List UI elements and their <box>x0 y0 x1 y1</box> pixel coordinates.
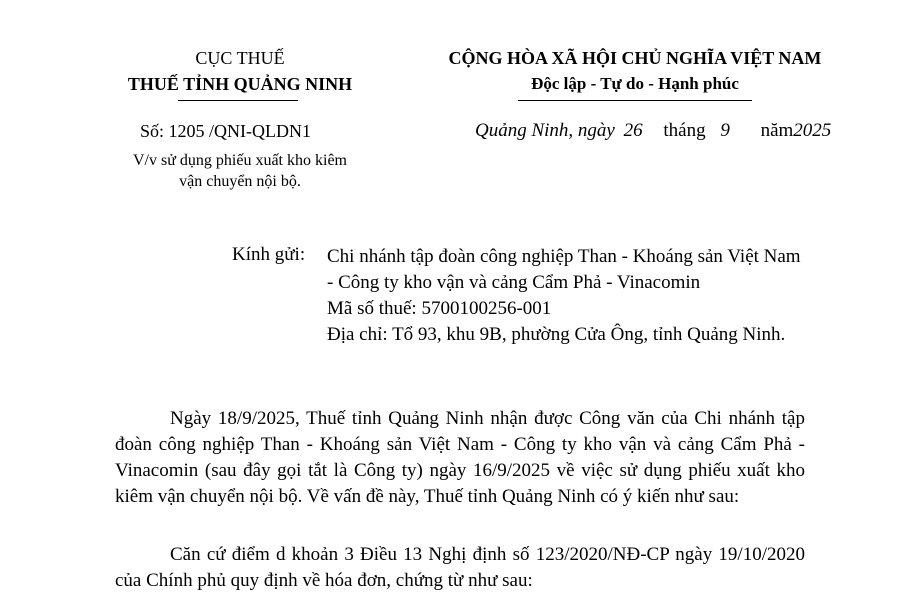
national-title: CỘNG HÒA XÃ HỘI CHỦ NGHĨA VIỆT NAM <box>448 48 822 68</box>
recipient-address: Địa chỉ: Tổ 93, khu 9B, phường Cửa Ông, tỉnh Quảng Ninh. <box>327 324 786 345</box>
agency-divider <box>178 100 298 101</box>
motto-divider <box>518 100 752 101</box>
document-number-value: 1205 /QNI-QLDN1 <box>168 121 311 141</box>
agency-parent: CỤC THUẾ <box>195 48 285 68</box>
national-motto: Độc lập - Tự do - Hạnh phúc <box>531 74 739 93</box>
date-month: 9 <box>720 120 730 141</box>
recipient-block <box>327 244 807 348</box>
body-paragraph: Căn cứ điểm d khoản 3 Điều 13 Nghị định số 123/2020/NĐ-CP ngày 19/10/2020 của Chính phủ quy định về hóa đơn, chứng từ như sau: <box>115 544 805 591</box>
recipient-tax-code: Mã số thuế: 5700100256-001 <box>327 298 552 319</box>
date-year-label: năm <box>760 120 794 141</box>
place-date <box>475 120 831 142</box>
place-date-prefix: Quảng Ninh, ngày <box>475 120 615 141</box>
body-paragraph: Ngày 18/9/2025, Thuế tỉnh Quảng Ninh nhận được Công văn của Chi nhánh tập đoàn công nghiệp Than - Khoáng sản Việt Nam - Công ty kho vận và cảng Cẩm Phả - Vinacomin (sau đây gọi tắt là Công ty) ngày 16/9/2025 về việc sử dụng phiếu xuất kho kiêm vận chuyển nội bộ. Về vấn đề này, Thuế tỉnh Quảng Ninh có ý kiến như sau: <box>115 408 805 507</box>
date-month-label: tháng <box>663 120 706 141</box>
document-number-prefix: Số: <box>140 121 165 141</box>
recipient-name: Chi nhánh tập đoàn công nghiệp Than - Khoáng sản Việt Nam - Công ty kho vận và cảng Cẩm Phả - Vinacomin <box>327 246 801 293</box>
date-year: 2025 <box>793 120 832 141</box>
document-subject: V/v sử dụng phiếu xuất kho kiêm vận chuyển nội bộ. <box>133 152 347 190</box>
date-day: 26 <box>623 120 643 141</box>
document-number <box>140 121 311 142</box>
agency-name: THUẾ TỈNH QUẢNG NINH <box>127 74 353 94</box>
recipient-label: Kính gửi: <box>232 244 306 265</box>
